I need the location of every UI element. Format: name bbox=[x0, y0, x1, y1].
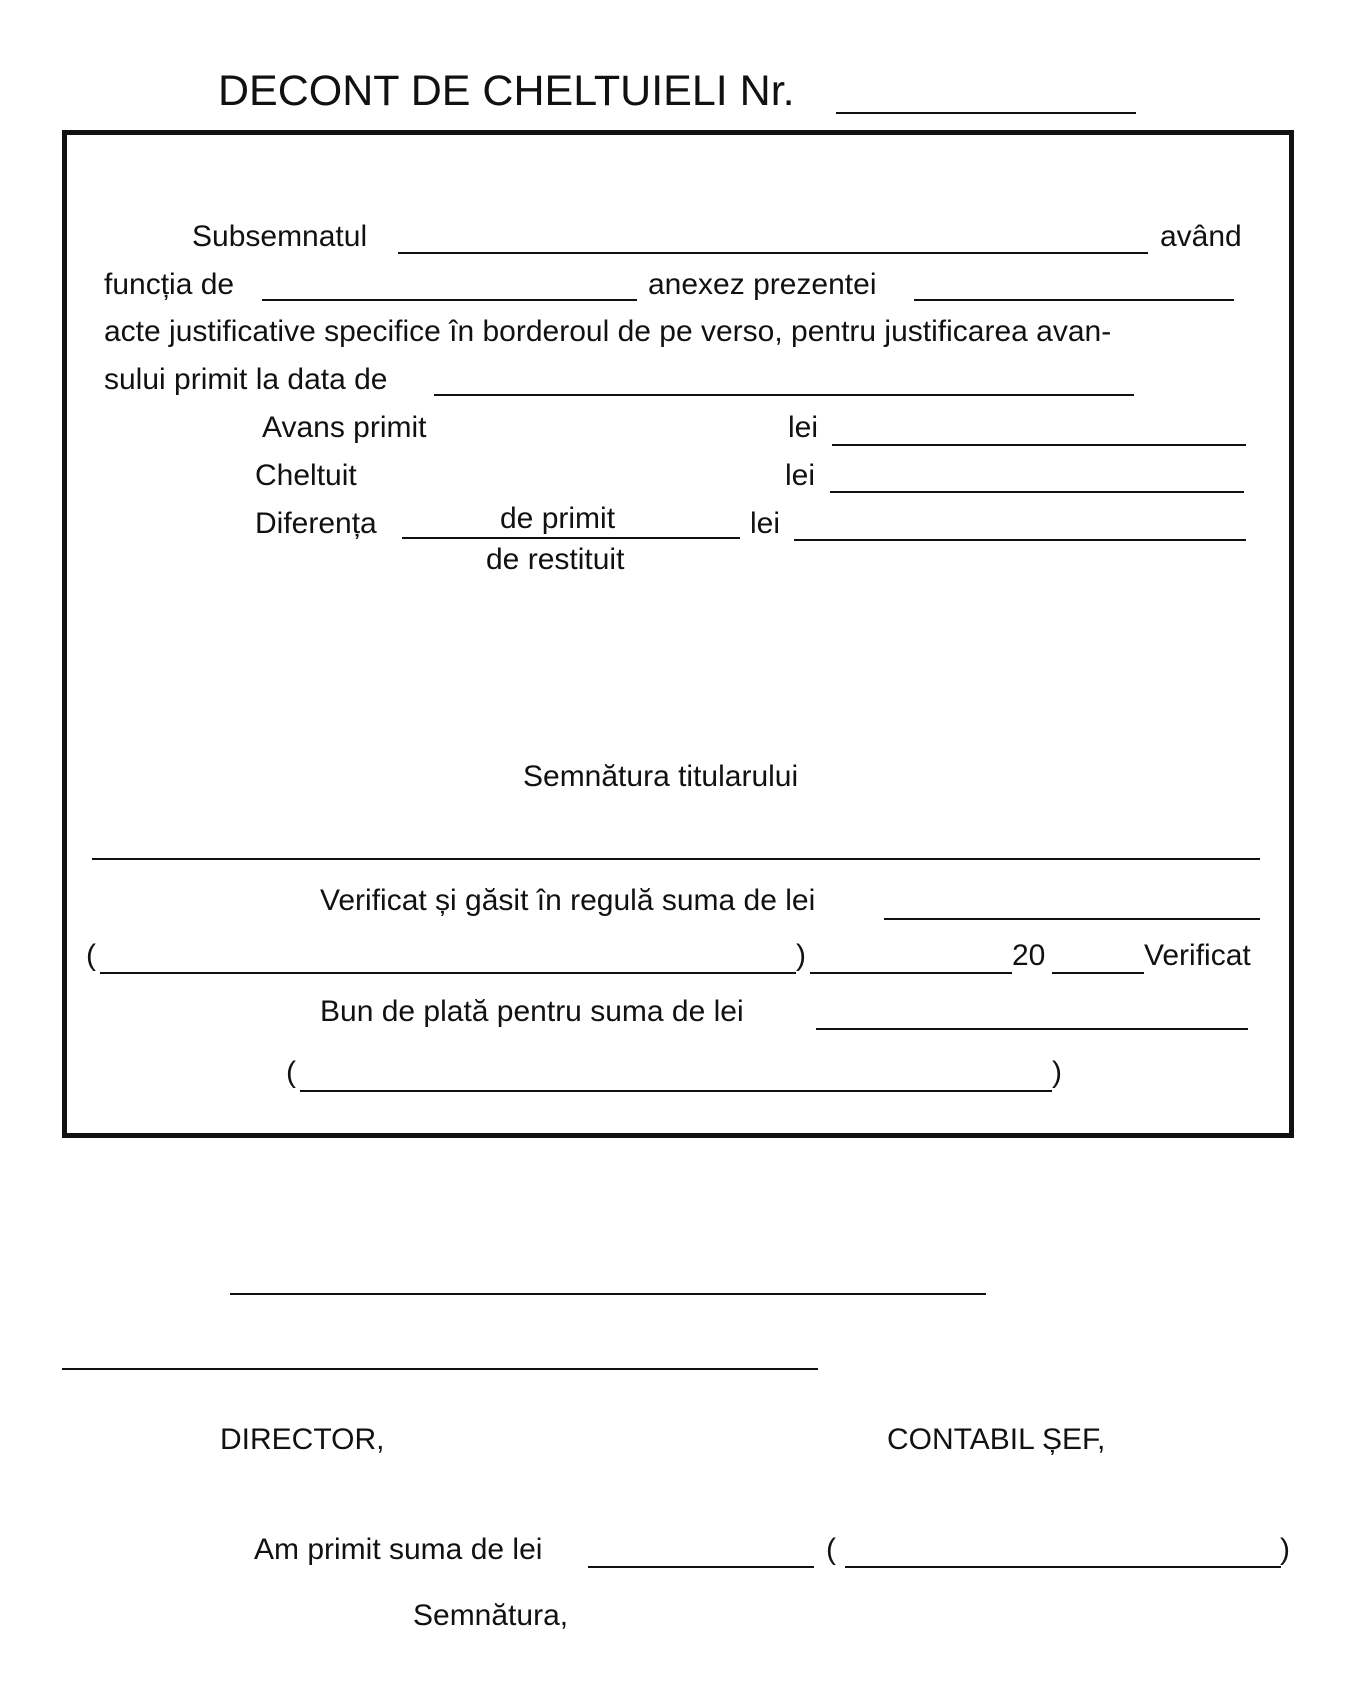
de-restituit-label: de restituit bbox=[486, 543, 625, 576]
verified-amount-words-field[interactable] bbox=[100, 972, 796, 974]
job-function-field[interactable] bbox=[262, 299, 637, 301]
lei-label-avans: lei bbox=[788, 411, 819, 444]
verified-words-paren-close: ) bbox=[796, 939, 806, 972]
year-suffix-field[interactable] bbox=[1052, 972, 1144, 974]
verificat-suma-label: Verificat și găsit în regulă suma de lei bbox=[320, 884, 816, 917]
year-prefix-label: 20 bbox=[1012, 939, 1046, 972]
cheltuit-label: Cheltuit bbox=[255, 459, 357, 492]
anexez-label: anexez prezentei bbox=[648, 268, 877, 301]
de-primit-label: de primit bbox=[500, 502, 616, 535]
avans-primit-label: Avans primit bbox=[262, 411, 427, 444]
verified-date-field[interactable] bbox=[810, 972, 1012, 974]
cheltuit-amount-field[interactable] bbox=[830, 491, 1244, 493]
contabil-sef-label: CONTABIL ȘEF, bbox=[887, 1423, 1106, 1456]
payable-words-paren-open: ( bbox=[286, 1056, 296, 1089]
avans-primit-amount-field[interactable] bbox=[832, 444, 1246, 446]
verified-words-paren-open: ( bbox=[86, 939, 96, 972]
attachments-count-field[interactable] bbox=[914, 299, 1234, 301]
document-title: DECONT DE CHELTUIELI Nr. bbox=[218, 67, 795, 115]
verified-amount-field[interactable] bbox=[884, 918, 1260, 920]
section-separator bbox=[92, 858, 1260, 860]
received-words-paren-open: ( bbox=[826, 1533, 836, 1566]
advance-date-label: sului primit la data de bbox=[104, 363, 388, 396]
signature-line-upper[interactable] bbox=[230, 1293, 986, 1295]
am-primit-label: Am primit suma de lei bbox=[254, 1533, 543, 1566]
received-words-paren-close: ) bbox=[1280, 1533, 1290, 1566]
verificat-label: Verificat bbox=[1144, 939, 1251, 972]
payable-amount-field[interactable] bbox=[816, 1028, 1248, 1030]
payable-words-paren-close: ) bbox=[1052, 1056, 1062, 1089]
document-number-field[interactable] bbox=[836, 112, 1136, 114]
functia-label: funcția de bbox=[104, 268, 235, 301]
bun-de-plata-label: Bun de plată pentru suma de lei bbox=[320, 995, 744, 1028]
director-label: DIRECTOR, bbox=[220, 1423, 385, 1456]
name-field[interactable] bbox=[398, 252, 1148, 254]
signature-line-lower[interactable] bbox=[62, 1368, 818, 1370]
lei-label-diferenta: lei bbox=[750, 507, 781, 540]
lei-label-cheltuit: lei bbox=[785, 459, 816, 492]
diferenta-divider bbox=[402, 537, 740, 539]
subsemnatul-label: Subsemnatul bbox=[192, 220, 368, 253]
diferenta-label: Diferența bbox=[255, 507, 377, 540]
payable-amount-words-field[interactable] bbox=[300, 1090, 1052, 1092]
advance-date-field[interactable] bbox=[434, 394, 1134, 396]
diferenta-amount-field[interactable] bbox=[794, 539, 1246, 541]
avand-label: având bbox=[1160, 220, 1242, 253]
semnatura-label: Semnătura, bbox=[413, 1599, 569, 1632]
semnatura-titularului-label: Semnătura titularului bbox=[523, 760, 799, 793]
received-amount-field[interactable] bbox=[588, 1566, 814, 1568]
paragraph-line-3: acte justificative specifice în borderoul de pe verso, pentru justificarea avan- bbox=[104, 315, 1112, 348]
received-amount-words-field[interactable] bbox=[845, 1566, 1281, 1568]
